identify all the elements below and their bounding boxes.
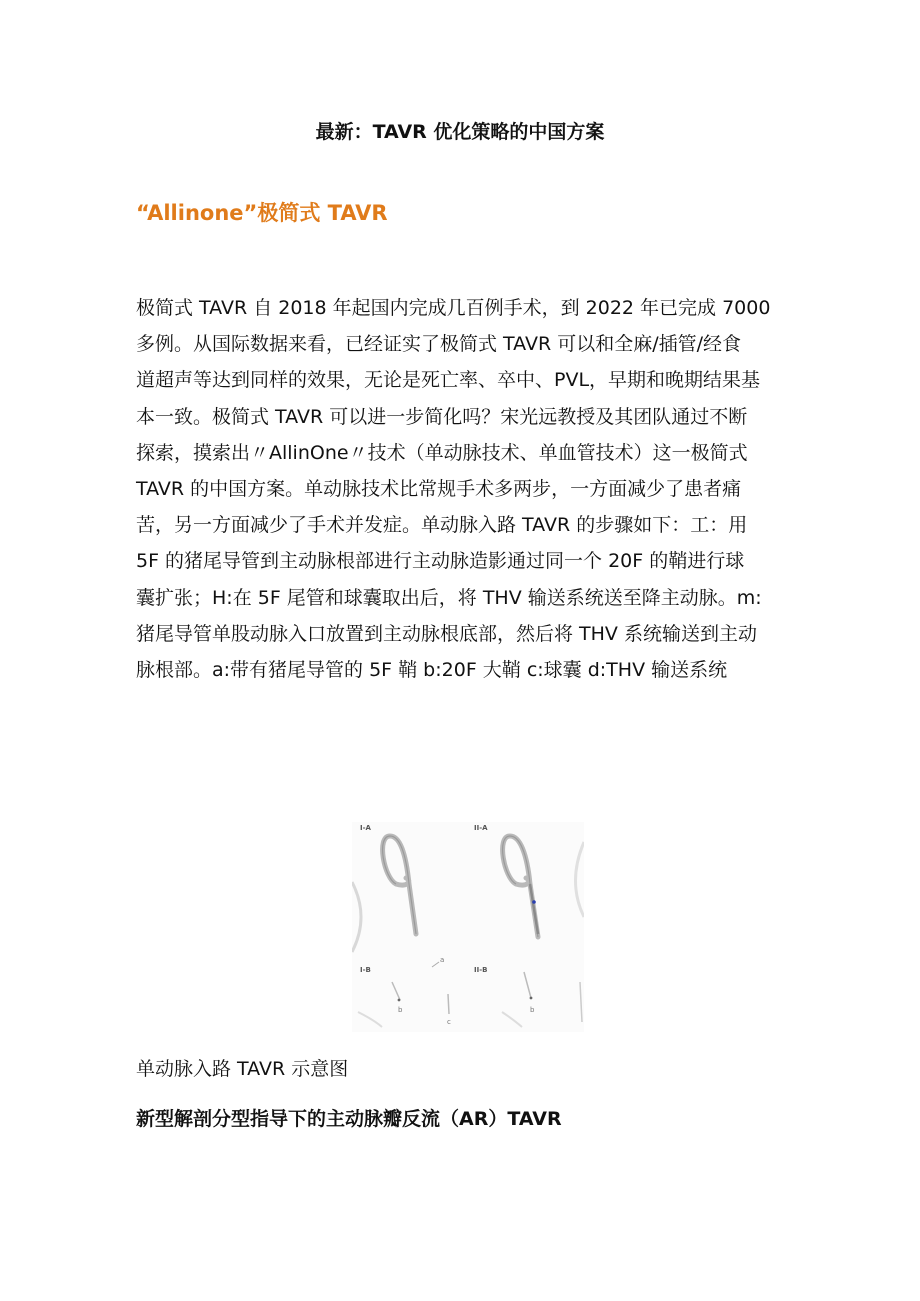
figure-caption: 单动脉入路 TAVR 示意图 — [136, 1058, 349, 1080]
mark-b-1: b — [398, 1006, 403, 1014]
body-line: 本一致。极简式 TAVR 可以进一步简化吗？宋光远教授及其团队通过不断 — [136, 405, 748, 428]
section-title-ar-tavr: 新型解剖分型指导下的主动脉瓣反流（AR）TAVR — [136, 1108, 562, 1130]
panel-label-IB: I-B — [360, 966, 371, 974]
page-title: 最新：TAVR 优化策略的中国方案 — [315, 121, 605, 143]
body-line: 脉根部。a:带有猪尾导管的 5F 鞘 b:20F 大鞘 c:球囊 d:THV 输送系统 — [136, 659, 728, 682]
body-line: TAVR 的中国方案。单动脉技术比常规手术多两步，一方面减少了患者痛 — [136, 478, 742, 501]
figure-image — [352, 822, 584, 1032]
body-line: 多例。从国际数据来看，已经证实了极简式 TAVR 可以和全麻/插管/经食 — [136, 333, 741, 356]
body-line: 5F 的猪尾导管到主动脉根部进行主动脉造影通过同一个 20F 的鞘进行球 — [136, 550, 745, 573]
catheter-figure — [352, 822, 584, 1032]
mark-b-2: b — [530, 1006, 535, 1014]
panel-label-IA: I-A — [360, 824, 371, 832]
body-line: 苦，另一方面减少了手术并发症。单动脉入路 TAVR 的步骤如下：工：用 — [136, 514, 748, 537]
body-line: 极简式 TAVR 自 2018 年起国内完成几百例手术，到 2022 年已完成 7000 — [136, 297, 771, 319]
body-line: 道超声等达到同样的效果，无论是死亡率、卒中、PVL，早期和晚期结果基 — [136, 369, 761, 392]
mark-a: a — [440, 956, 445, 964]
body-paragraph — [136, 290, 786, 688]
section-title-allinone: “Allinone”极简式 TAVR — [136, 201, 388, 225]
panel-label-IIB: II-B — [474, 966, 488, 974]
mark-c: c — [447, 1018, 451, 1026]
body-line: 囊扩张；H:在 5F 尾管和球囊取出后，将 THV 输送系统送至降主动脉。m: — [136, 586, 762, 609]
body-line: 猪尾导管单股动脉入口放置到主动脉根底部，然后将 THV 系统输送到主动 — [136, 622, 757, 645]
panel-label-IIA: II-A — [474, 824, 488, 832]
body-line: 探索，摸索出〃AllinOne〃技术（单动脉技术、单血管技术）这一极简式 — [136, 441, 748, 464]
